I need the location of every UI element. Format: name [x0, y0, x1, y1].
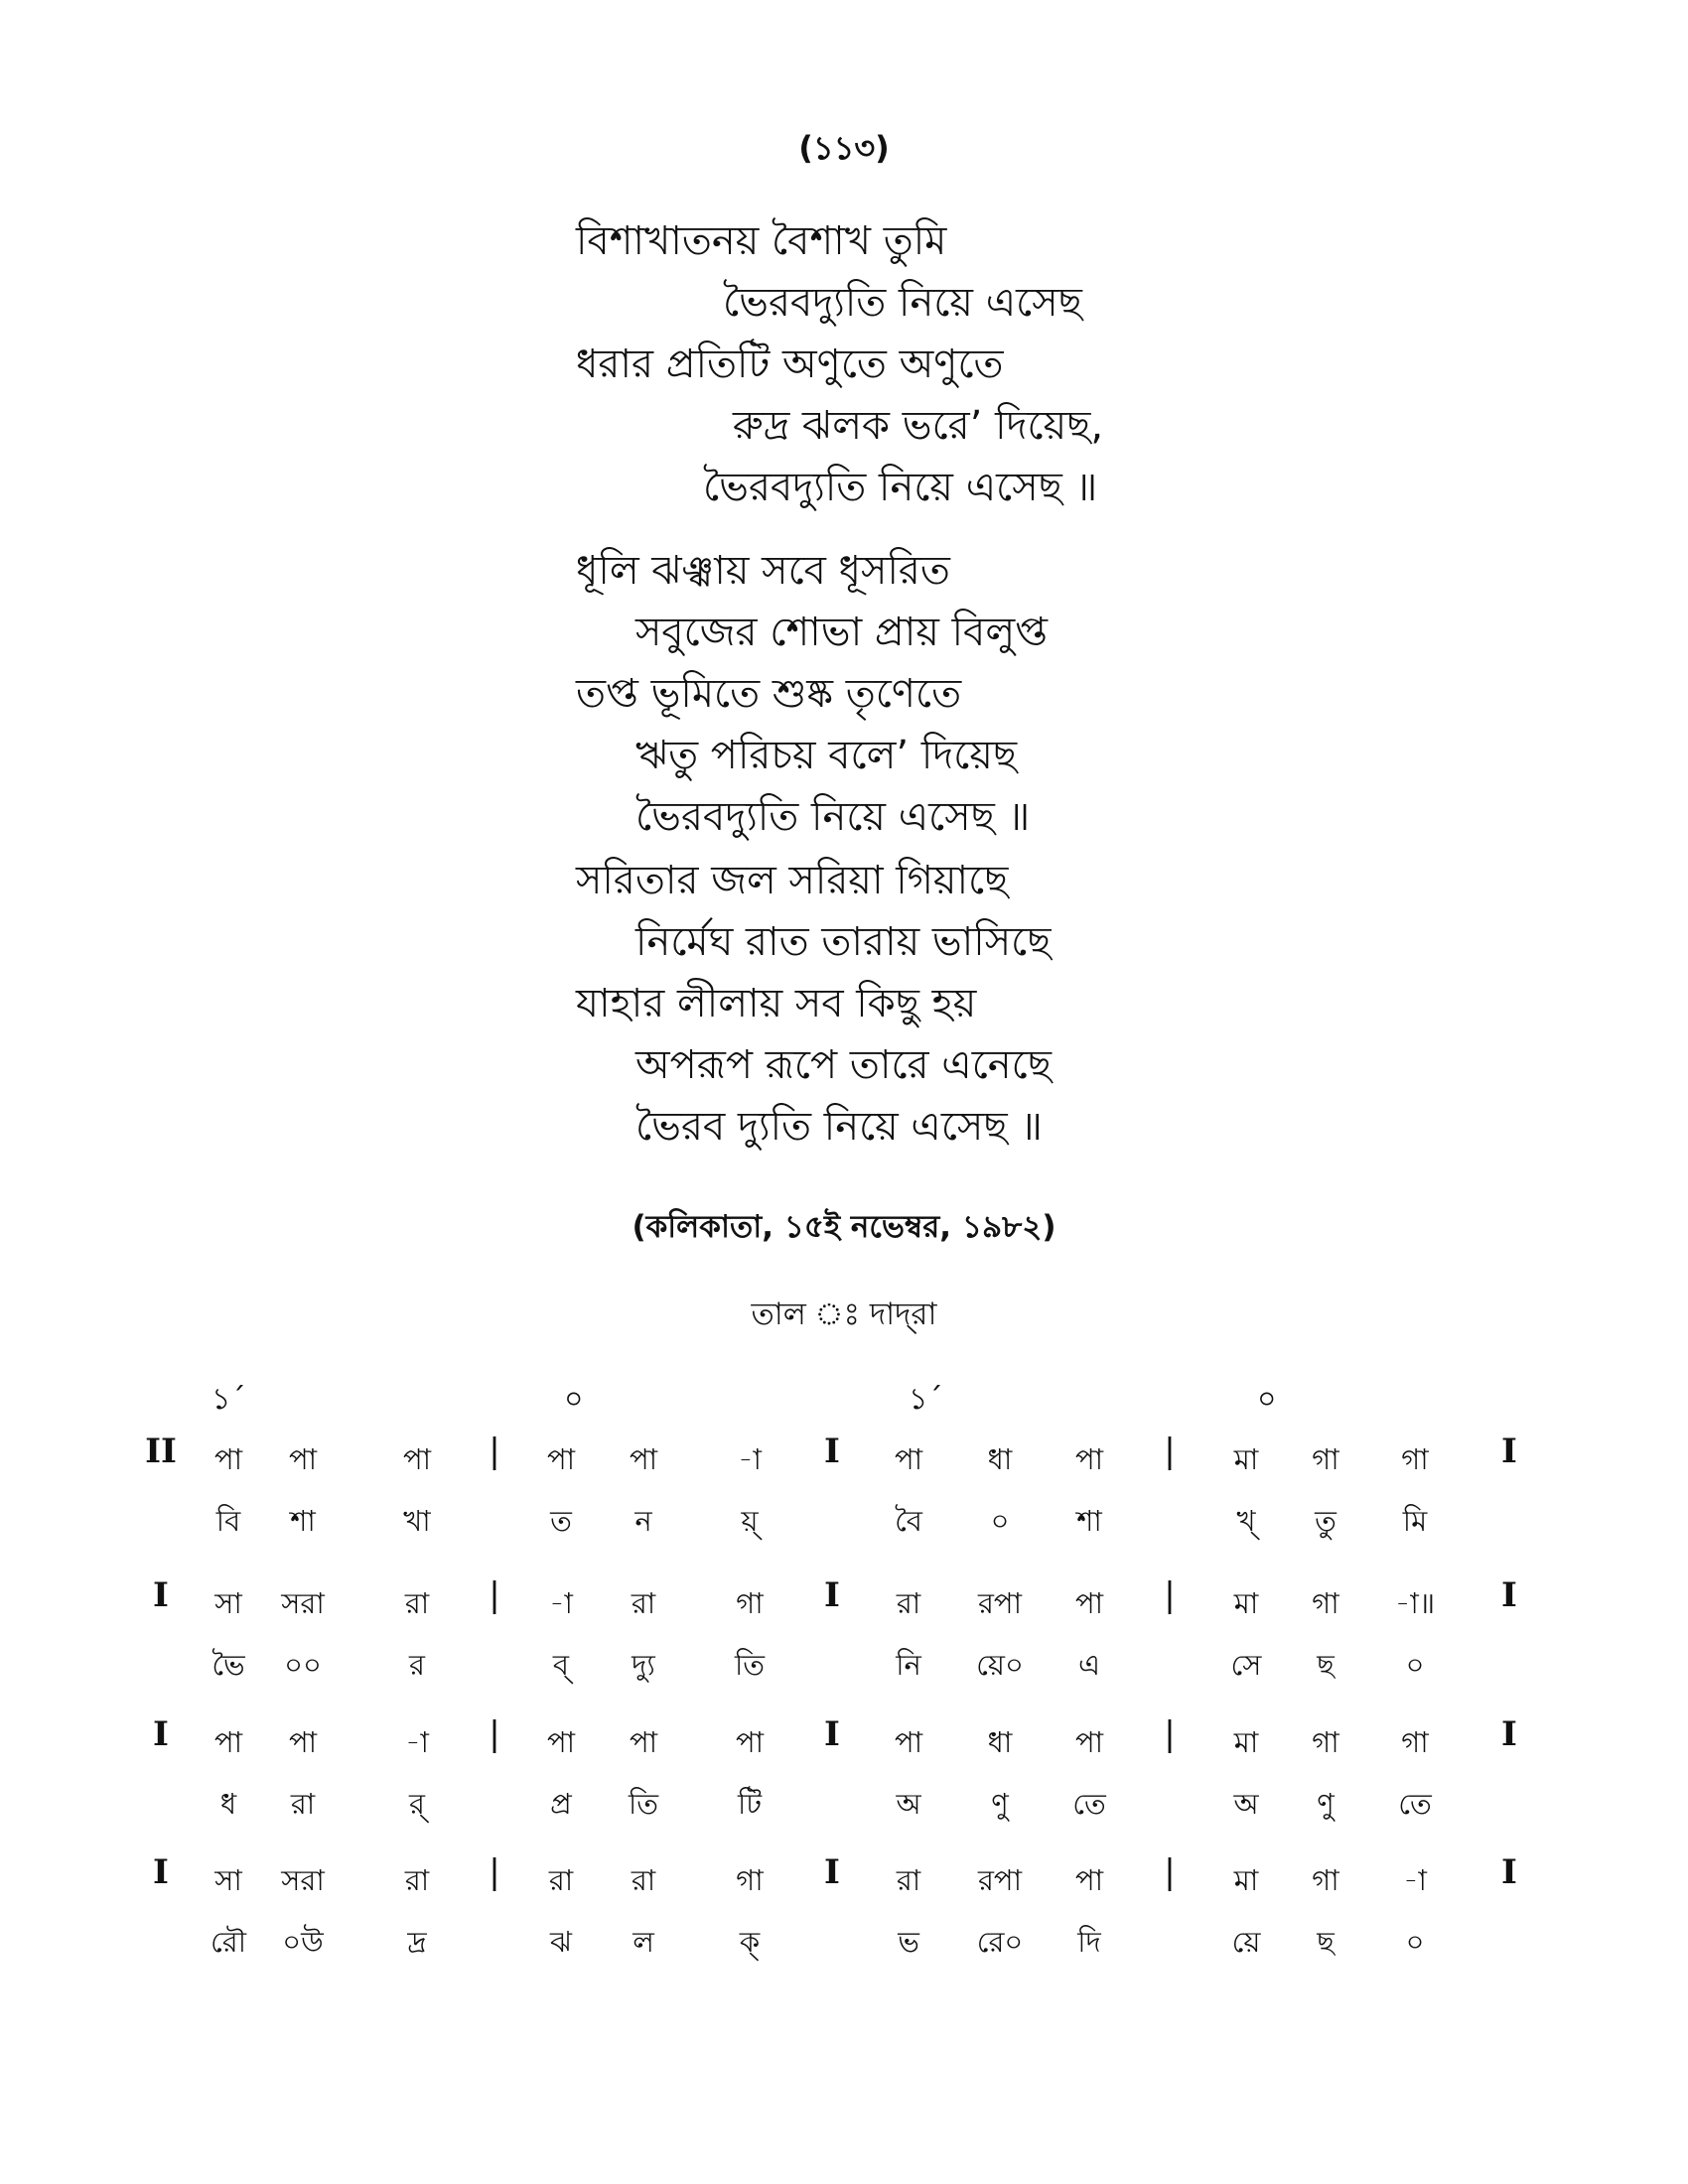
beat-marker: ০ [1257, 1382, 1277, 1417]
swara-cell: পা [402, 1442, 432, 1476]
swara-cell: রা [631, 1586, 656, 1620]
swara-cell: রা [404, 1863, 430, 1897]
swara-cell: পা [629, 1725, 658, 1759]
lyric-cell: বৈ [895, 1504, 922, 1538]
verse-line: ঋতু পরিচয় বলে’ দিয়েছ [635, 733, 1018, 778]
thin-bar: | [1164, 1714, 1176, 1754]
thick-bar: I [824, 1714, 840, 1754]
thin-bar: | [1164, 1432, 1176, 1471]
lyric-cell: য়্ [741, 1504, 759, 1538]
swara-cell: পা [288, 1442, 318, 1476]
lyric-cell: অ [896, 1787, 921, 1821]
lyric-cell: দি [1077, 1925, 1101, 1959]
verse-line: ধরার প্রতিটি অণুতে অণুতে [576, 341, 1004, 387]
swara-cell: পা [735, 1725, 765, 1759]
lyric-cell: দ্যু [632, 1648, 655, 1682]
thick-bar: I [1501, 1852, 1517, 1892]
swara-cell: গা [1401, 1442, 1429, 1476]
lyric-cell: ধ [219, 1787, 237, 1821]
verse-line: যাহার লীলায় সব কিছু হয় [576, 981, 977, 1026]
swara-cell: গা [736, 1586, 764, 1620]
verse-line: অপরূপ রূপে তারে এনেছে [635, 1042, 1052, 1088]
swara-cell: মা [1233, 1442, 1259, 1476]
swara-cell: মা [1233, 1586, 1259, 1620]
lyric-cell: তি [734, 1648, 766, 1682]
swara-cell: -া॥ [1394, 1586, 1436, 1620]
swara-cell: -া [405, 1725, 429, 1759]
lyric-cell: সে [1230, 1648, 1262, 1682]
beat-marker: ০ [564, 1382, 584, 1417]
thick-bar: I [1501, 1714, 1517, 1754]
lyric-cell: ন [634, 1504, 652, 1538]
lyric-cell: এ [1077, 1648, 1101, 1682]
verse-line: তপ্ত ভূমিতে শুষ্ক তৃণেতে [576, 671, 962, 717]
verse-line: বিশাখাতনয় বৈশাখ তুমি [576, 218, 947, 264]
thick-bar: I [1501, 1575, 1517, 1615]
swara-cell: পা [1074, 1725, 1104, 1759]
swara-cell: রপা [977, 1863, 1023, 1897]
lyric-cell: ঝ [550, 1925, 572, 1959]
swara-cell: গা [1312, 1586, 1339, 1620]
swara-cell: সা [214, 1863, 242, 1897]
lyric-cell: শা [290, 1504, 316, 1538]
start-bar: I [153, 1852, 169, 1892]
thin-bar: | [489, 1852, 500, 1892]
lyric-cell: ভ [898, 1925, 919, 1959]
swara-cell: পা [288, 1725, 318, 1759]
lyric-cell: বি [215, 1504, 241, 1538]
lyric-cell: অ [1233, 1787, 1259, 1821]
lyric-cell: খ্ [1236, 1504, 1256, 1538]
start-bar: I [153, 1575, 169, 1615]
swara-cell: রা [404, 1586, 430, 1620]
lyric-cell: ০ [990, 1504, 1010, 1538]
thick-bar: I [824, 1575, 840, 1615]
thick-bar: I [824, 1852, 840, 1892]
swara-cell: পা [1074, 1863, 1104, 1897]
thin-bar: | [489, 1575, 500, 1615]
lyric-cell: টি [737, 1787, 763, 1821]
lyric-cell: ণু [1317, 1787, 1335, 1821]
verse-line: ভৈরবদ্যুতি নিয়ে এসেছ ॥ [703, 465, 1098, 510]
start-bar: I [153, 1714, 169, 1754]
swara-cell: পা [213, 1725, 243, 1759]
swara-cell: গা [1312, 1442, 1339, 1476]
swara-cell: গা [1312, 1725, 1339, 1759]
lyric-cell: মি [1402, 1504, 1428, 1538]
lyric-cell: নি [896, 1648, 921, 1682]
lyric-cell: ক্ [739, 1925, 761, 1959]
lyric-cell: ০উ [282, 1925, 324, 1959]
lyric-cell: ত [550, 1504, 572, 1538]
thin-bar: | [1164, 1852, 1176, 1892]
swara-cell: পা [546, 1442, 576, 1476]
thin-bar: | [489, 1714, 500, 1754]
swara-cell: পা [546, 1725, 576, 1759]
lyric-cell: ০০ [284, 1648, 322, 1682]
lyric-cell: য়ে [1231, 1925, 1261, 1959]
swara-cell: -া [1403, 1863, 1427, 1897]
beat-marker: ১´ [909, 1382, 943, 1417]
swara-cell: সরা [281, 1586, 325, 1620]
swara-cell: মা [1233, 1725, 1259, 1759]
swara-cell: পা [894, 1442, 923, 1476]
swara-cell: সা [214, 1586, 242, 1620]
swara-cell: -া [549, 1586, 573, 1620]
verse-line: সবুজের শোভা প্রায় বিলুপ্ত [635, 610, 1048, 655]
swara-cell: পা [1074, 1442, 1104, 1476]
lyric-cell: র [409, 1648, 425, 1682]
swara-cell: রপা [977, 1586, 1023, 1620]
thick-bar: I [824, 1432, 840, 1471]
lyric-cell: য়ে০ [976, 1648, 1024, 1682]
verse-line: ভৈরবদ্যুতি নিয়ে এসেছ ॥ [635, 794, 1031, 840]
lyric-cell: তি [628, 1787, 659, 1821]
swara-cell: রা [896, 1586, 921, 1620]
page-number: (১১৩) [798, 129, 890, 167]
verse-line: ভৈরবদ্যুতি নিয়ে এসেছ [723, 280, 1082, 326]
verse-line: নির্মেঘ রাত তারায় ভাসিছে [635, 919, 1052, 965]
thin-bar: | [1164, 1575, 1176, 1615]
swara-cell: -া [738, 1442, 762, 1476]
swara-cell: পা [894, 1725, 923, 1759]
verse-line: ধূলি ঝঞ্ঝায় সবে ধূসরিত [576, 548, 950, 594]
verse-line: ভৈরব দ্যুতি নিয়ে এসেছ ॥ [635, 1104, 1043, 1150]
lyric-cell: ল [633, 1925, 654, 1959]
lyric-cell: রৌ [210, 1925, 247, 1959]
swara-cell: পা [1074, 1586, 1104, 1620]
swara-cell: পা [629, 1442, 658, 1476]
lyric-cell: ০ [1405, 1648, 1425, 1682]
verse-line: রুদ্র ঝলক ভরে’ দিয়েছ, [733, 403, 1104, 449]
swara-cell: সরা [281, 1863, 325, 1897]
lyric-cell: তে [1398, 1787, 1432, 1821]
swara-cell: রা [631, 1863, 656, 1897]
thin-bar: | [489, 1432, 500, 1471]
start-bar: II [145, 1432, 177, 1471]
thick-bar: I [1501, 1432, 1517, 1471]
lyric-cell: প্র [550, 1787, 572, 1821]
lyric-cell: ভৈ [211, 1648, 245, 1682]
swara-cell: গা [736, 1863, 764, 1897]
swara-cell: রা [896, 1863, 921, 1897]
swara-cell: গা [1401, 1725, 1429, 1759]
lyric-cell: দ্র [407, 1925, 427, 1959]
lyric-cell: র্ [409, 1787, 425, 1821]
swara-cell: গা [1312, 1863, 1339, 1897]
dateline: (কলিকাতা, ১৫ই নভেম্বর, ১৯৮২) [632, 1209, 1056, 1245]
beat-marker: ১´ [211, 1382, 246, 1417]
lyric-cell: ব্ [552, 1648, 570, 1682]
swara-cell: পা [213, 1442, 243, 1476]
lyric-cell: রা [290, 1787, 316, 1821]
lyric-cell: খা [403, 1504, 431, 1538]
tala-heading: তাল ঃ দাদ্‌রা [751, 1297, 937, 1332]
lyric-cell: শা [1076, 1504, 1102, 1538]
swara-cell: রা [548, 1863, 574, 1897]
lyric-cell: ছ [1317, 1648, 1335, 1682]
swara-cell: মা [1233, 1863, 1259, 1897]
lyric-cell: ছ [1317, 1925, 1335, 1959]
swara-cell: ধা [987, 1725, 1013, 1759]
verse-line: সরিতার জল সরিয়া গিয়াছে [576, 858, 1009, 903]
lyric-cell: তু [1315, 1504, 1336, 1538]
lyric-cell: ০ [1405, 1925, 1425, 1959]
swara-cell: ধা [987, 1442, 1013, 1476]
lyric-cell: তে [1072, 1787, 1106, 1821]
lyric-cell: রে০ [976, 1925, 1024, 1959]
lyric-cell: ণু [991, 1787, 1009, 1821]
